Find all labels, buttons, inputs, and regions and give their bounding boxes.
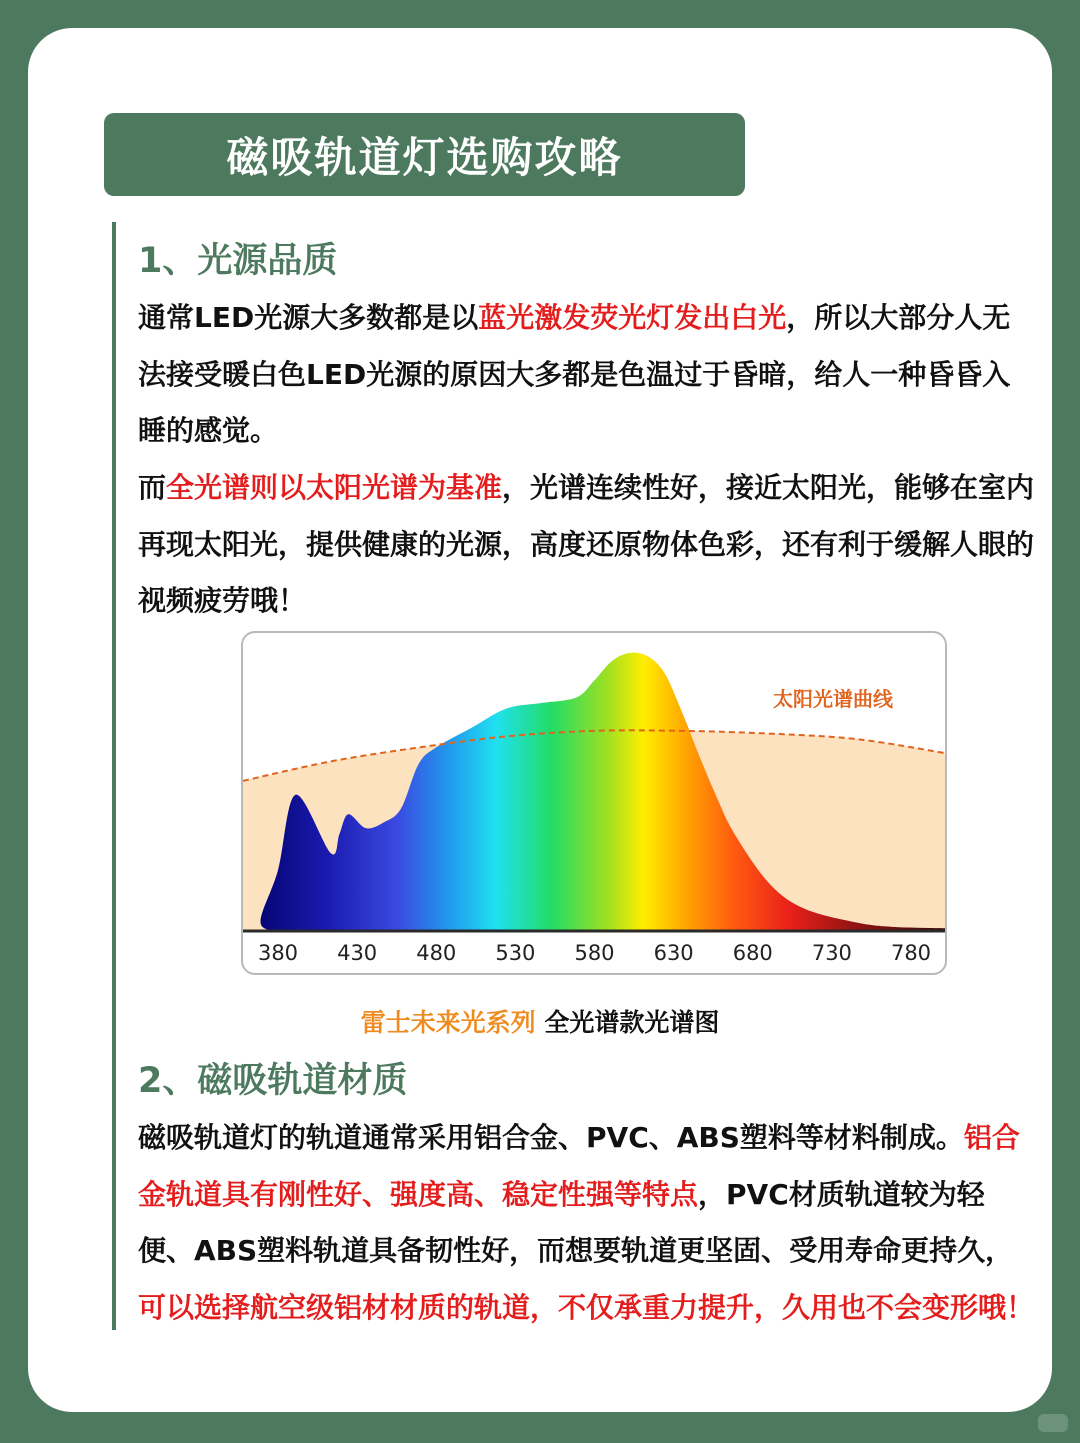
caption-brand: 雷士未来光系列 bbox=[360, 1008, 536, 1037]
x-tick-label: 780 bbox=[890, 941, 932, 965]
x-tick-labels bbox=[258, 941, 931, 965]
x-tick-label: 580 bbox=[574, 941, 615, 965]
x-tick-label: 630 bbox=[653, 941, 694, 965]
x-tick-label: 730 bbox=[811, 941, 852, 965]
text: 通常LED光源大多数都是以 bbox=[138, 301, 479, 334]
highlight-text: 全光谱则以太阳光谱为基准 bbox=[166, 471, 503, 504]
x-tick-label: 480 bbox=[416, 941, 457, 965]
section2-heading: 2、磁吸轨道材质 bbox=[138, 1061, 408, 1101]
section1-paragraph1 bbox=[138, 290, 1038, 460]
caption-text: 全光谱款光谱图 bbox=[535, 1008, 720, 1037]
text: ，所以大部分人无法接受暖白色LED光源的原因大多都是色温过于昏暗，给人一种昏昏入睡的感觉。 bbox=[138, 301, 1011, 447]
x-tick-label: 530 bbox=[495, 941, 536, 965]
highlight-text: 铝合金轨道具有刚性好、强度高、稳定性强等特点 bbox=[138, 1121, 1020, 1211]
chart-caption bbox=[0, 1003, 1080, 1039]
text: ，光谱连续性好，接近太阳光，能够在室内再现太阳光，提供健康的光源，高度还原物体色彩，还有利于缓解人眼的视频疲劳哦！ bbox=[138, 471, 1035, 617]
page-title: 磁吸轨道灯选购攻略 bbox=[104, 113, 745, 196]
spectrum-chart-svg bbox=[243, 633, 945, 973]
x-tick-label: 380 bbox=[257, 941, 299, 965]
section1-heading: 1、光源品质 bbox=[138, 241, 338, 281]
section-rule bbox=[112, 222, 116, 1330]
watermark bbox=[1038, 1414, 1068, 1432]
text: 磁吸轨道灯的轨道通常采用铝合金、PVC、ABS塑料等材料制成。 bbox=[138, 1121, 964, 1154]
text: ，PVC材质轨道较为轻便、ABS塑料轨道具备韧性好，而想要轨道更坚固、受用寿命更持久， bbox=[138, 1177, 1014, 1267]
spectrum-chart bbox=[241, 631, 947, 975]
highlight-text: 可以选择航空级铝材材质的轨道，不仅承重力提升，久用也不会变形哦！ bbox=[138, 1290, 1035, 1324]
x-tick-label: 680 bbox=[732, 941, 773, 965]
text: 而 bbox=[138, 471, 167, 504]
highlight-text: 蓝光激发荧光灯发出白光 bbox=[478, 301, 787, 334]
section1-paragraph2 bbox=[138, 460, 1038, 630]
x-tick-label: 430 bbox=[337, 941, 378, 965]
sun-curve-label: 太阳光谱曲线 bbox=[773, 687, 893, 711]
section2-paragraph bbox=[138, 1110, 1038, 1336]
